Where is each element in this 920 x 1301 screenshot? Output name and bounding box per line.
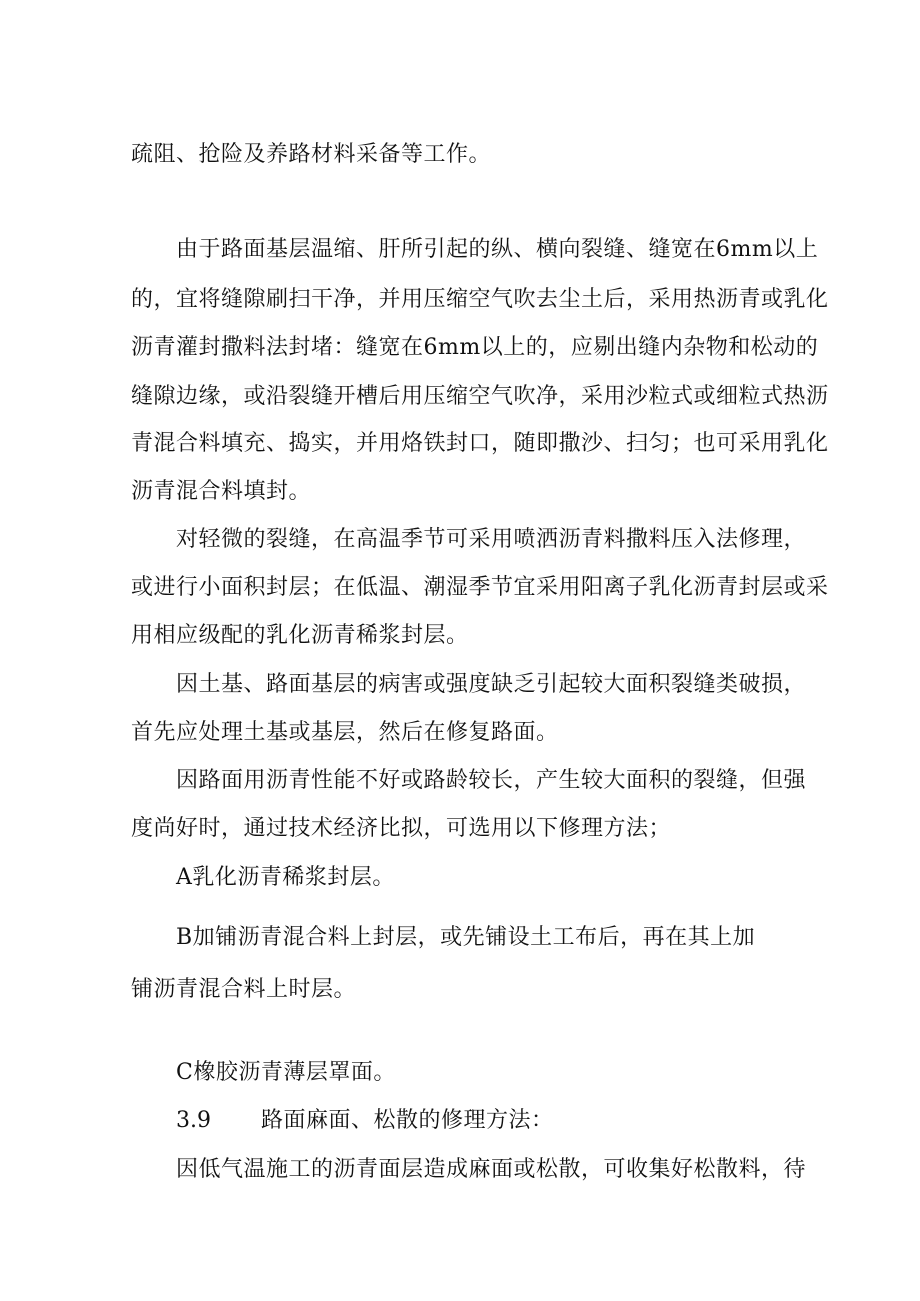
- text-line: 度尚好时，通过技术经济比拟，可选用以下修理方法；: [131, 816, 672, 841]
- paragraph-first-line: 由于路面基层温缩、肝所引起的纵、横向裂缝、缝宽在6mm以上: [176, 237, 819, 262]
- text-line: 缝隙边缘，或沿裂缝开槽后用压缩空气吹净，采用沙粒式或细粒式热沥: [131, 384, 829, 409]
- list-item-b: B加铺沥青混合料上封层，或先铺设土工布后，再在其上加: [176, 925, 756, 950]
- section-title: 路面麻面、松散的修理方法：: [261, 1108, 554, 1133]
- text-line: 首先应处理土基或基层，然后在修复路面。: [131, 720, 559, 745]
- paragraph-first-line: 因低气温施工的沥青面层造成麻面或松散，可收集好松散料，待: [176, 1157, 807, 1182]
- section-number: 3.9: [176, 1108, 211, 1133]
- paragraph-first-line: 对轻微的裂缝，在高温季节可采用喷洒沥青料撒料压入法修理，: [176, 527, 807, 552]
- text-line: 或进行小面积封层；在低温、潮湿季节宜采用阳离子乳化沥青封层或采: [131, 575, 829, 600]
- text-line: 的，宜将缝隙刷扫干净，并用压缩空气吹去尘土后，采用热沥青或乳化: [131, 287, 829, 312]
- list-item-a: A乳化沥青稀浆封层。: [176, 865, 395, 890]
- text-line: 青混合料填充、捣实，并用烙铁封口，随即撒沙、扫匀；也可采用乳化: [131, 431, 829, 456]
- text-line: 沥青混合料填封。: [131, 479, 312, 504]
- paragraph-first-line: 因土基、路面基层的病害或强度缺乏引起较大面积裂缝类破损，: [176, 672, 807, 697]
- text-line: 用相应级配的乳化沥青稀浆封层。: [131, 623, 469, 648]
- paragraph-first-line: 因路面用沥青性能不好或路龄较长，产生较大面积的裂缝，但强: [176, 768, 807, 793]
- text-line: 铺沥青混合料上时层。: [131, 977, 357, 1002]
- text-line: 疏阻、抢险及养路材料采备等工作。: [131, 142, 492, 167]
- text-line: 沥青灌封撒料法封堵：缝宽在6mm以上的，应剔出缝内杂物和松动的: [131, 335, 819, 360]
- list-item-c: C橡胶沥青薄层罩面。: [176, 1060, 396, 1085]
